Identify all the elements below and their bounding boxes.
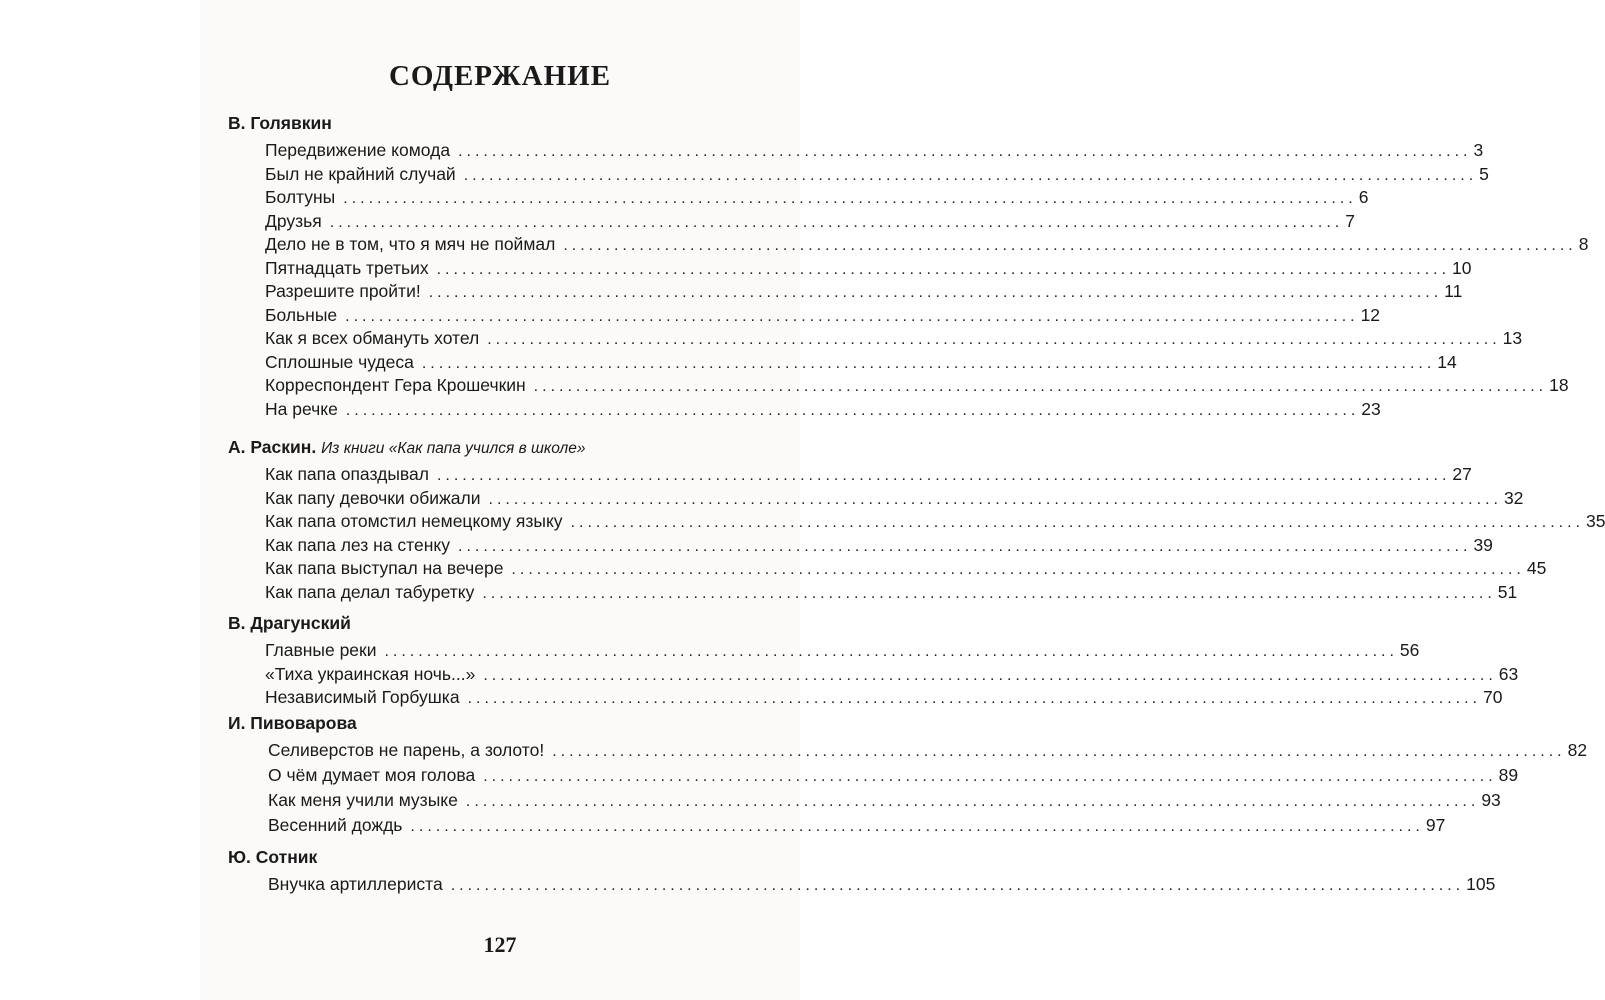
entry-page: 3 — [1473, 140, 1484, 160]
entry-page: 63 — [1498, 663, 1519, 684]
author-name: В. Голявкин — [228, 113, 332, 133]
dot-leader: ........................................................................................................................ — [482, 584, 1496, 602]
entry-title: Корреспондент Гера Крошечкин — [265, 375, 526, 395]
entry-page: 105 — [1466, 874, 1496, 894]
entry-title: Главные реки — [265, 640, 377, 660]
toc-entry — [265, 534, 1493, 558]
dot-leader: ........................................................................................................................ — [421, 354, 1436, 372]
author-heading — [228, 712, 357, 734]
toc-entry — [265, 581, 1518, 605]
entry-title: Как папа выступал на вечере — [265, 558, 504, 578]
collection-subtitle: Из книги «Как папа учился в школе» — [321, 440, 586, 457]
toc-entry — [265, 280, 1463, 304]
entry-title: Селиверстов не парень, а золото! — [268, 740, 545, 760]
entry-title: О чём думает моя голова — [268, 765, 476, 785]
toc-entry — [268, 764, 1519, 788]
dot-leader: ........................................................................................................................ — [570, 514, 1584, 531]
entry-page: 10 — [1452, 257, 1472, 278]
entry-page: 97 — [1425, 815, 1446, 835]
entry-title: Больные — [265, 304, 338, 325]
dot-leader: ........................................................................................................................ — [458, 537, 1472, 555]
dot-leader: ........................................................................................................................ — [458, 143, 1472, 160]
author-name: И. Пивоварова — [228, 713, 357, 733]
entry-page: 56 — [1399, 640, 1420, 660]
toc-entry — [265, 139, 1484, 163]
toc-entry — [265, 663, 1519, 687]
dot-leader: ........................................................................................................................ — [467, 690, 1481, 707]
entry-page: 70 — [1483, 687, 1503, 707]
dot-leader: ........................................................................................................................ — [563, 237, 1577, 254]
entry-page: 7 — [1345, 210, 1355, 231]
entry-title: Как папа лез на стенку — [265, 534, 450, 555]
entry-page: 45 — [1526, 558, 1547, 578]
entry-page: 93 — [1481, 790, 1501, 810]
entry-title: Как меня учили музыке — [268, 790, 458, 810]
toc-entry — [265, 210, 1355, 234]
author-heading — [228, 846, 317, 868]
toc-entry — [265, 163, 1489, 187]
entry-title: Внучка артиллериста — [268, 874, 443, 894]
author-name: Ю. Сотник — [228, 847, 318, 867]
dot-leader: ........................................................................................................................ — [450, 877, 1465, 894]
entry-title: «Тиха украинская ночь...» — [265, 663, 476, 684]
dot-leader: ........................................................................................................................ — [465, 793, 1480, 810]
toc-entry — [265, 351, 1457, 375]
dot-leader: ........................................................................................................................ — [428, 284, 1443, 301]
entry-page: 82 — [1567, 740, 1588, 760]
toc-entry — [265, 510, 1605, 534]
dot-leader: ........................................................................................................................ — [410, 818, 1424, 835]
dot-leader: ........................................................................................................................ — [345, 307, 1359, 325]
entry-title: Дело не в том, что я мяч не поймал — [265, 234, 556, 254]
entry-page: 51 — [1497, 581, 1518, 602]
entry-title: Как папу девочки обижали — [265, 487, 481, 508]
entry-title: Как я всех обмануть хотел — [265, 328, 480, 348]
entry-title: Весенний дождь — [268, 815, 403, 835]
author-name: В. Драгунский — [228, 613, 351, 633]
toc-entry — [265, 398, 1381, 422]
entry-page: 23 — [1361, 398, 1381, 419]
entry-page: 11 — [1444, 281, 1463, 301]
dot-leader: ........................................................................................................................ — [463, 166, 1478, 184]
entry-page: 18 — [1549, 375, 1569, 395]
entry-title: Пятнадцать третьих — [265, 257, 429, 278]
dot-leader: ........................................................................................................................ — [487, 331, 1501, 348]
dot-leader: ........................................................................................................................ — [436, 467, 1451, 484]
entry-title: Болтуны — [265, 187, 336, 207]
entry-page: 12 — [1360, 304, 1381, 325]
toc-entry — [265, 257, 1472, 281]
toc-entry — [265, 487, 1524, 511]
entry-page: 6 — [1358, 187, 1369, 207]
dot-leader: ........................................................................................................................ — [329, 213, 1344, 231]
author-heading — [228, 612, 351, 634]
page-title: СОДЕРЖАНИЕ — [388, 60, 612, 92]
entry-page: 8 — [1578, 234, 1589, 254]
entry-title: Независимый Горбушка — [265, 687, 460, 707]
entry-page: 32 — [1503, 487, 1524, 508]
dot-leader: ........................................................................................................................ — [343, 190, 1357, 207]
entry-page: 27 — [1452, 464, 1472, 484]
toc-entry — [265, 557, 1547, 581]
toc-entry — [268, 814, 1446, 838]
entry-page: 13 — [1502, 328, 1523, 348]
toc-entry — [268, 789, 1501, 813]
toc-entry — [265, 233, 1589, 257]
entry-title: Как папа отомстил немецкому языку — [265, 511, 563, 531]
entry-page: 35 — [1586, 511, 1605, 531]
toc-entry — [268, 739, 1588, 763]
dot-leader: ........................................................................................................................ — [483, 768, 1497, 785]
toc-entry — [265, 686, 1503, 710]
dot-leader: ........................................................................................................................ — [552, 743, 1566, 760]
entry-title: Как папа опаздывал — [265, 464, 429, 484]
entry-title: Передвижение комода — [265, 140, 451, 160]
page-number: 127 — [483, 932, 517, 957]
dot-leader: ........................................................................................................................ — [345, 401, 1360, 419]
entry-title: На речке — [265, 398, 338, 419]
toc-entry — [265, 463, 1472, 487]
author-heading — [228, 112, 332, 134]
dot-leader: ........................................................................................................................ — [533, 378, 1548, 395]
toc-entry — [265, 186, 1369, 210]
entry-page: 5 — [1479, 163, 1489, 184]
toc-entry — [265, 639, 1420, 663]
entry-page: 14 — [1437, 351, 1457, 372]
dot-leader: ........................................................................................................................ — [511, 561, 1525, 578]
dot-leader: ........................................................................................................................ — [436, 260, 1451, 278]
entry-title: Разрешите пройти! — [265, 281, 421, 301]
entry-title: Как папа делал табуретку — [265, 581, 475, 602]
toc-entry — [265, 304, 1381, 328]
entry-title: Был не крайний случай — [265, 163, 456, 184]
entry-page: 39 — [1473, 534, 1493, 555]
author-name: А. Раскин. — [228, 437, 317, 457]
toc-entry — [268, 873, 1496, 897]
dot-leader: ........................................................................................................................ — [488, 490, 1502, 508]
author-heading — [228, 436, 585, 460]
toc-entry — [265, 327, 1523, 351]
entry-page: 89 — [1498, 765, 1519, 785]
dot-leader: ........................................................................................................................ — [384, 643, 1398, 660]
entry-title: Сплошные чудеса — [265, 351, 414, 372]
toc-entry — [265, 374, 1569, 398]
entry-title: Друзья — [265, 210, 322, 231]
dot-leader: ........................................................................................................................ — [483, 666, 1497, 684]
